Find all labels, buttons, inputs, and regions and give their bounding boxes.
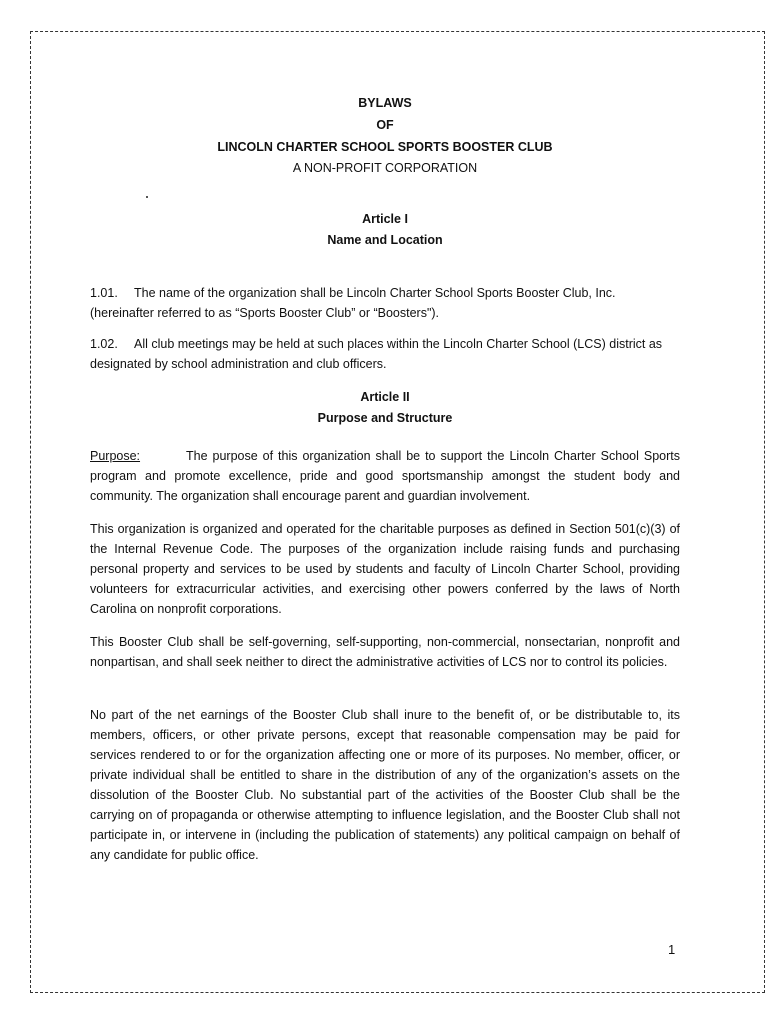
article-1-title: Article I bbox=[362, 212, 408, 226]
purpose-label: Purpose: bbox=[90, 449, 141, 463]
doc-subtitle: A NON-PROFIT CORPORATION bbox=[292, 161, 478, 175]
article-1-subtitle: Name and Location bbox=[327, 233, 443, 247]
doc-title-bylaws: BYLAWS bbox=[358, 96, 412, 110]
section-text: The name of the organization shall be Lincoln Charter School Sports Booster Club, Inc. (hereinafter referred to as “Sports Booster Club” or “Boosters"). bbox=[90, 286, 616, 320]
article-2-title: Article II bbox=[360, 390, 410, 404]
article-2-subtitle: Purpose and Structure bbox=[317, 411, 453, 425]
charitable-purposes-paragraph: This organization is organized and operated for the charitable purposes as defined in Section 501(c)(3) of the Internal Revenue Code. The purposes of the organization include raising funds and purchasing personal property and services to be used by students and faculty of Lincoln Charter School, providing volunteers for extracurricular activities, and exercising other powers conferred by the laws of North Carolina on nonprofit corporations. bbox=[90, 522, 680, 616]
purpose-paragraph bbox=[90, 446, 680, 506]
section-text: All club meetings may be held at such places within the Lincoln Charter School (LCS) district as designated by school administration and club officers. bbox=[90, 337, 663, 371]
self-governing-paragraph: This Booster Club shall be self-governing, self-supporting, non-commercial, nonsectarian, nonprofit and nonpartisan, and shall seek neither to direct the administrative activities of LCS nor to control its policies. bbox=[90, 635, 680, 669]
section-number: 1.01. bbox=[90, 286, 118, 300]
doc-title-of: OF bbox=[376, 118, 394, 132]
purpose-text: The purpose of this organization shall be to support the Lincoln Charter School Sports program and promote excellence, pride and good sportsmanship amongst the student body and community. The organization shall encourage parent and guardian involvement. bbox=[90, 449, 680, 503]
doc-title-org-name: LINCOLN CHARTER SCHOOL SPORTS BOOSTER CLUB bbox=[217, 140, 553, 154]
net-earnings-paragraph: No part of the net earnings of the Booster Club shall inure to the benefit of, or be distributable to, its members, officers, or other private persons, except that reasonable compensation may be paid for services rendered to or for the organization affecting one or more of its purposes. No member, officer, or private individual shall be entitled to share in the distribution of any of the organization’s assets on the dissolution of the Booster Club. No substantial part of the activities of the Booster Club shall be the carrying on of propaganda or otherwise attempting to influence legislation, and the Booster Club shall not participate in, or intervene in (including the publication of statements) any political campaign on behalf of any candidate for public office. bbox=[90, 708, 680, 862]
section-1-02 bbox=[90, 334, 680, 374]
section-number: 1.02. bbox=[90, 337, 118, 351]
section-1-01 bbox=[90, 283, 680, 323]
stray-dot bbox=[146, 196, 148, 198]
page-number: 1 bbox=[668, 942, 676, 957]
